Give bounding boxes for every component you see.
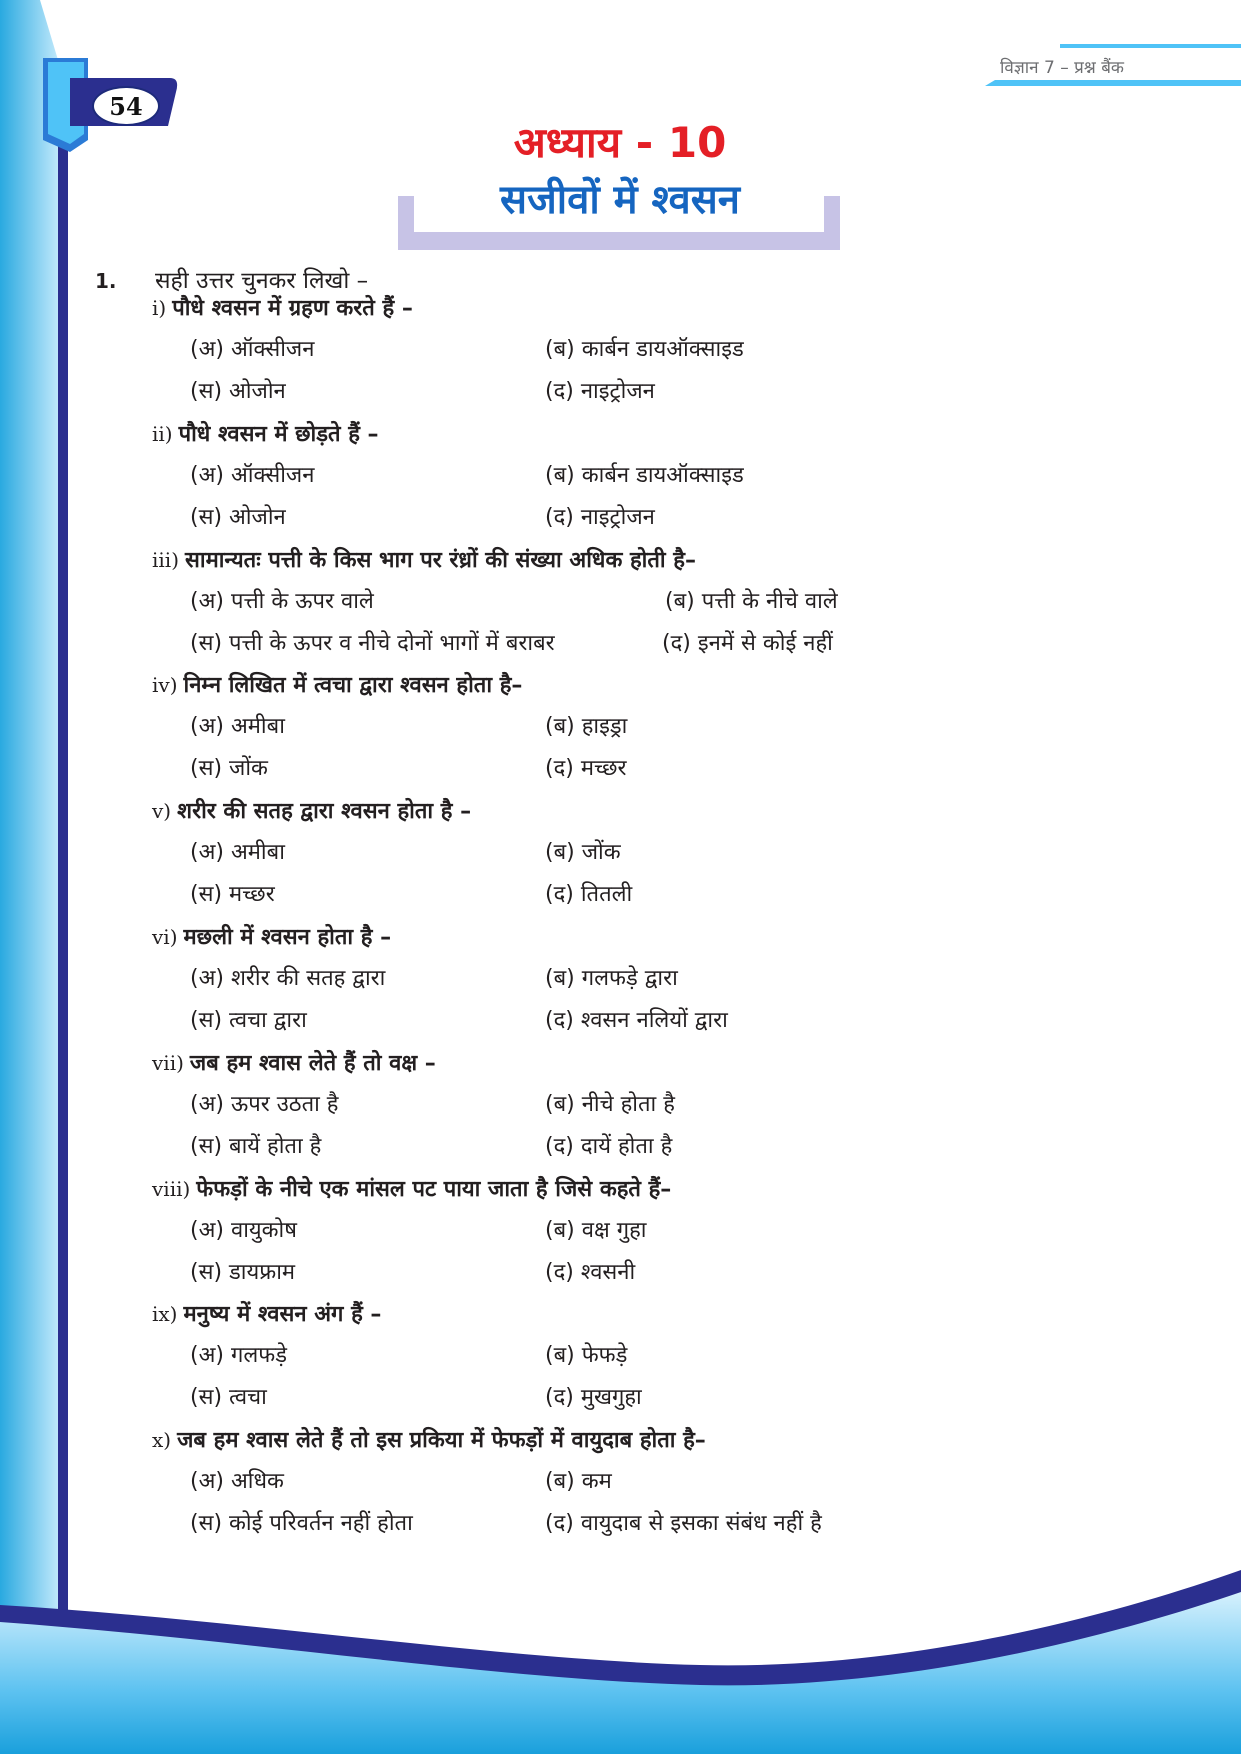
sub-question — [152, 293, 413, 324]
chapter-label: अध्याय - 10 — [513, 118, 727, 167]
left-navy-bar — [58, 60, 68, 1620]
answer-option: (द) श्वसनी — [545, 1259, 636, 1285]
answer-option: (द) श्वसन नलियों द्वारा — [545, 1008, 728, 1033]
answer-option: (ब) पत्ती के नीचे वाले — [665, 588, 838, 614]
sub-question-text: मनुष्य में श्वसन अंग हैं – — [183, 1302, 382, 1328]
sub-question-number: iii) — [152, 547, 179, 572]
answer-option: (द) मच्छर — [545, 756, 627, 782]
answer-option: (ब) नीचे होता है — [545, 1091, 675, 1117]
answer-option: (स) बायें होता है — [190, 1133, 322, 1159]
answer-option: (स) ओजोन — [190, 379, 286, 404]
answer-option: (अ) गलफड़े — [190, 1343, 288, 1369]
sub-question-number: vi) — [152, 925, 178, 949]
header-line-top — [1060, 44, 1241, 48]
sub-question-text: फेफड़ों के नीचे एक मांसल पट पाया जाता है जिसे कहते हैं– — [196, 1176, 672, 1202]
answer-option: (अ) अमीबा — [190, 714, 285, 740]
left-margin-strip — [0, 0, 58, 1754]
sub-question-number: ii) — [152, 421, 173, 446]
sub-question-number: viii) — [152, 1176, 191, 1201]
sub-question-text: शरीर की सतह द्वारा श्वसन होता है – — [177, 799, 472, 825]
sub-question-number: ix) — [152, 1302, 178, 1327]
answer-option: (अ) वायुकोष — [190, 1217, 297, 1243]
answer-option: (ब) वक्ष गुहा — [545, 1217, 647, 1243]
sub-question-number: iv) — [152, 673, 178, 698]
answer-option: (द) वायुदाब से इसका संबंध नहीं है — [545, 1511, 822, 1537]
sub-question-number: vii) — [152, 1050, 184, 1075]
answer-option: (स) डायफ्राम — [190, 1259, 296, 1285]
answer-option: (द) दायें होता है — [545, 1133, 673, 1159]
answer-option: (अ) ऊपर उठता है — [190, 1091, 339, 1117]
answer-option: (स) मच्छर — [190, 882, 275, 908]
answer-option: (अ) ऑक्सीजन — [190, 337, 315, 362]
page-number: 54 — [92, 86, 160, 126]
sub-question-text: मछली में श्वसन होता है – — [183, 925, 392, 950]
answer-option: (द) नाइट्रोजन — [545, 379, 655, 404]
sub-question — [152, 545, 696, 576]
sub-question-text: जब हम श्वास लेते हैं तो इस प्रकिया में फेफड़ों में वायुदाब होता है– — [177, 1428, 706, 1454]
sub-question-text: जब हम श्वास लेते हैं तो वक्ष – — [189, 1050, 436, 1076]
answer-option: (ब) कार्बन डायऑक्साइड — [545, 462, 744, 488]
sub-question-number: i) — [152, 296, 167, 320]
question-heading — [95, 263, 368, 295]
book-title: विज्ञान 7 – प्रश्न बैंक — [1000, 58, 1124, 78]
sub-question-text: सामान्यतः पत्ती के किस भाग पर रंध्रों की संख्या अधिक होती है– — [185, 547, 696, 573]
sub-question-number: x) — [152, 1428, 172, 1453]
sub-question — [152, 1048, 436, 1079]
answer-option: (स) ओजोन — [190, 504, 286, 530]
sub-question — [152, 922, 391, 953]
answer-option: (अ) अमीबा — [190, 840, 285, 866]
answer-option: (अ) शरीर की सतह द्वारा — [190, 966, 386, 991]
answer-option: (द) तितली — [545, 882, 633, 908]
sub-question — [152, 1299, 381, 1330]
sub-question — [152, 796, 471, 827]
answer-option: (स) त्वचा द्वारा — [190, 1008, 307, 1033]
answer-option: (द) मुखगुहा — [545, 1385, 642, 1411]
answer-option: (स) पत्ती के ऊपर व नीचे दोनों भागों में बराबर — [190, 630, 555, 656]
sub-question-text: निम्न लिखित में त्वचा द्वारा श्वसन होता है– — [183, 673, 523, 699]
answer-option: (ब) हाइड्रा — [545, 714, 628, 740]
answer-option: (ब) गलफड़े द्वारा — [545, 966, 678, 991]
instruction-text: सही उत्तर चुनकर लिखो – — [155, 268, 369, 294]
sub-question — [152, 1425, 706, 1456]
header-line-bottom — [985, 80, 1241, 86]
answer-option: (ब) कार्बन डायऑक्साइड — [545, 337, 744, 362]
answer-option: (ब) जोंक — [545, 840, 621, 866]
answer-option: (स) कोई परिवर्तन नहीं होता — [190, 1511, 413, 1537]
answer-option: (स) त्वचा — [190, 1385, 267, 1411]
sub-question-text: पौधे श्वसन में छोड़ते हैं – — [178, 421, 379, 447]
sub-question-text: पौधे श्वसन में ग्रहण करते हैं – — [172, 296, 413, 321]
chapter-title: सजीवों में श्वसन — [500, 177, 740, 223]
answer-option: (अ) अधिक — [190, 1469, 284, 1495]
answer-option: (ब) कम — [545, 1469, 612, 1495]
answer-option: (द) इनमें से कोई नहीं — [662, 630, 833, 656]
answer-option: (अ) पत्ती के ऊपर वाले — [190, 588, 374, 614]
answer-option: (ब) फेफड़े — [545, 1343, 628, 1369]
question-number: 1. — [95, 269, 117, 293]
sub-question-number: v) — [152, 799, 172, 824]
answer-option: (द) नाइट्रोजन — [545, 504, 655, 530]
answer-option: (अ) ऑक्सीजन — [190, 462, 315, 488]
sub-question — [152, 1174, 671, 1205]
answer-option: (स) जोंक — [190, 756, 268, 782]
sub-question — [152, 419, 379, 450]
sub-question — [152, 670, 522, 701]
